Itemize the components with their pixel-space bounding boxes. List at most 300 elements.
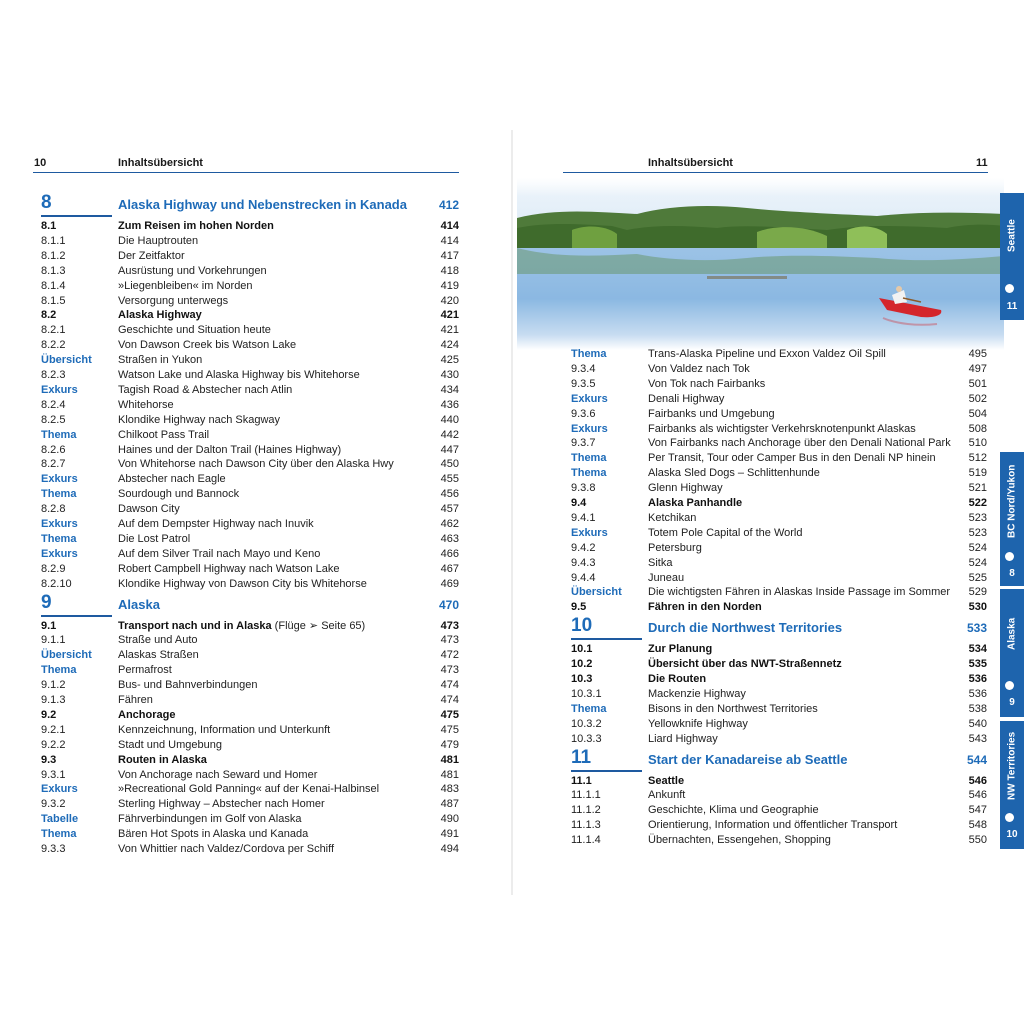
entry-title-text: Straßen in Yukon [118,354,203,367]
entry-title [118,457,394,472]
entry-title [118,693,153,708]
toc-entry[interactable] [41,648,459,663]
entry-title [648,362,750,377]
entry-number: Übersicht [571,586,622,599]
entry-title [118,279,253,294]
entry-title-text: Robert Campbell Highway nach Watson Lake [118,562,340,575]
chapter-rule [571,638,642,640]
entry-page-number: 418 [440,264,459,277]
entry-page-number: 487 [440,798,459,811]
entry-page-number: 414 [440,234,459,247]
entry-page-number: 436 [440,398,459,411]
entry-title-text: Zum Reisen im hohen Norden [118,220,274,232]
entry-title-text: Alaska Sled Dogs – Schlittenhunde [648,467,820,480]
toc-entry[interactable] [571,717,987,732]
toc-entry[interactable] [571,481,987,496]
entry-number: Übersicht [41,649,92,662]
tab-number: 8 [1009,568,1015,579]
entry-number: 9.3.3 [41,843,66,855]
entry-title [648,407,775,422]
chapter-rule [571,770,642,772]
entry-title-text: Denali Highway [648,392,725,405]
entry-title [118,338,296,353]
entry-title-text: Klondike Highway nach Skagway [118,413,281,426]
entry-title [118,562,340,577]
entry-number: 9.1.2 [41,679,66,692]
entry-title [118,577,367,592]
header-rule [563,172,988,173]
thumb-tab-seattle[interactable] [1000,193,1024,320]
entry-title-text: Von Valdez nach Tok [648,362,750,375]
entry-title [648,436,951,451]
toc-entry[interactable] [571,702,987,717]
entry-title [648,466,820,481]
entry-page-number: 450 [440,458,459,471]
entry-number: Thema [41,664,77,677]
entry-number: 9.4 [571,497,587,509]
entry-number: 9.3.7 [571,437,596,450]
entry-title-text: Von Fairbanks nach Anchorage über den Denali National Park [648,437,951,450]
entry-title [648,585,950,600]
entry-page-number: 412 [438,198,459,212]
toc-entry[interactable] [41,842,459,857]
entry-page-number: 538 [968,702,987,715]
entry-number: 8.2.8 [41,503,66,516]
entry-title-text: Orientierung, Information und öffentlicher Transport [648,819,898,832]
entry-page-number: 497 [968,362,987,375]
toc-entry[interactable] [41,383,459,398]
entry-title-text: Start der Kanadareise ab Seattle [648,751,848,767]
entry-title-text: Alaska Panhandle [648,497,743,509]
toc-entry[interactable] [41,577,459,592]
toc-entry[interactable] [571,466,987,481]
entry-page-number: 510 [968,437,987,450]
entry-title [648,774,684,789]
entry-page-number: 424 [440,339,459,352]
toc-entry[interactable] [41,279,459,294]
entry-number: Exkurs [41,473,78,486]
toc-entry[interactable] [41,753,459,768]
entry-title [118,398,174,413]
entry-page-number: 474 [440,694,459,706]
toc-entry[interactable] [571,642,987,657]
entry-page-number: 414 [440,220,459,232]
entry-number: 8.1.4 [41,279,66,292]
entry-number: 8.2 [41,309,57,322]
entry-page-number: 483 [440,783,459,796]
toc-entry[interactable] [571,392,987,407]
toc-entry[interactable] [41,264,459,279]
entry-page-number: 462 [440,518,459,530]
tab-label: Alaska [1006,617,1018,651]
entry-page-number: 442 [440,428,459,441]
entry-number: Exkurs [571,526,608,539]
toc-entry[interactable] [571,526,987,541]
toc-entry[interactable] [41,413,459,428]
entry-title-text: Permafrost [118,664,172,677]
tab-number: 9 [1009,697,1015,708]
entry-title-text: Zur Planung [648,643,713,656]
entry-number: 9.3.4 [571,362,596,375]
entry-title-text: Übernachten, Essengehen, Shopping [648,834,831,847]
entry-title [648,833,831,848]
chapter-number: 8 [41,192,52,213]
entry-title [118,249,185,264]
toc-entry[interactable] [41,338,459,353]
entry-title-text: Bären Hot Spots in Alaska und Kanada [118,828,309,841]
entry-title [118,723,330,738]
tab-number: 11 [1006,301,1018,312]
entry-page-number: 501 [968,377,987,390]
entry-number: Thema [41,488,77,501]
tab-dot-icon [1005,681,1014,690]
thumb-tab-bc-nord-yukon[interactable] [1000,452,1024,586]
entry-title [118,663,172,678]
toc-entry[interactable] [571,600,987,615]
chapter-number: 9 [41,591,52,613]
entry-title-text: Fairbanks als wichtigster Verkehrsknotenpunkt Alaskas [648,422,916,435]
entry-title-text: Geschichte und Situation heute [118,324,271,337]
entry-title-text: Sourdough und Bannock [118,488,240,501]
entry-title-text: Watson Lake und Alaska Highway bis Whitehorse [118,369,360,381]
entry-page-number: 440 [440,413,459,426]
toc-entry[interactable] [41,782,459,797]
toc-entry[interactable] [41,812,459,827]
tab-label: Seattle [1006,219,1018,253]
entry-title-text: Dawson City [118,503,180,516]
entry-number: 11.1.1 [571,789,601,802]
toc-entry[interactable] [571,422,987,437]
entry-title-text: Glenn Highway [648,482,723,495]
toc-entry[interactable] [571,672,987,687]
entry-page-number: 504 [968,407,987,420]
entry-page-number: 474 [440,679,459,692]
toc-entry[interactable] [571,496,987,511]
toc-entry[interactable] [41,663,459,678]
toc-entry[interactable] [571,818,987,833]
entry-number: Exkurs [571,422,608,435]
toc-entry[interactable] [571,687,987,702]
entry-title-text: Auf dem Dempster Highway nach Inuvik [118,518,314,530]
toc-entry[interactable] [41,487,459,502]
entry-title [118,782,379,797]
entry-page-number: 490 [440,813,459,826]
entry-title-text: Kennzeichnung, Information und Unterkunft [118,723,331,736]
entry-title [648,717,748,732]
chapter-title [648,751,847,769]
entry-number: 11.1.3 [571,819,601,832]
toc-entry[interactable] [41,797,459,812]
toc-entry[interactable] [41,234,459,249]
entry-title-text: Geschichte, Klima und Geographie [648,804,819,817]
entry-page-number: 473 [440,619,459,632]
entry-title [118,487,239,502]
entry-page-number: 434 [440,383,459,396]
entry-page-number: 457 [440,503,459,516]
toc-entry[interactable] [41,219,459,234]
entry-title-text: Straße und Auto [118,634,198,647]
toc-entry[interactable] [41,353,459,368]
tab-number: 10 [1006,829,1018,840]
entry-page-number: 481 [440,768,459,781]
entry-number: Thema [41,828,77,841]
toc-entry[interactable] [571,732,987,747]
tab-label: NW Territories [1006,731,1018,801]
entry-title [648,347,886,362]
entry-number: 8.2.10 [41,577,72,590]
entry-page-number: 550 [968,834,987,847]
entry-title-text: »Recreational Gold Panning« auf der Kenai-Halbinsel [118,783,380,796]
entry-page-number: 421 [440,324,459,337]
entry-title [648,600,762,615]
toc-entry[interactable] [571,451,987,466]
entry-title-text: Ausrüstung und Vorkehrungen [118,264,267,277]
entry-number: 8.1.5 [41,294,66,307]
entry-number: 8.2.3 [41,369,66,381]
entry-page-number: 530 [968,601,987,614]
toc-entry[interactable] [571,803,987,818]
toc-entry[interactable] [41,708,459,723]
toc-entry[interactable] [41,472,459,487]
chapter-heading[interactable] [41,591,459,619]
toc-entry[interactable] [571,585,987,600]
toc-entry[interactable] [41,619,459,634]
toc-entry[interactable] [41,532,459,547]
page-number: 10 [34,157,47,169]
entry-title [118,413,280,428]
entry-title [118,294,228,309]
entry-number: 9.3.2 [41,798,66,811]
entry-number: 9.3 [41,753,57,766]
toc-entry[interactable] [41,249,459,264]
toc-entry[interactable] [571,833,987,848]
entry-page-number: 512 [968,452,987,465]
entry-title [118,472,226,487]
entry-page-number: 547 [968,804,987,817]
thumb-tab-alaska[interactable] [1000,589,1024,717]
entry-title-text: Von Anchorage nach Seward und Homer [118,768,318,781]
entry-page-number: 533 [966,621,987,636]
entry-page-number: 491 [440,828,459,841]
entry-page-number: 536 [968,687,987,700]
entry-page-number: 472 [440,649,459,662]
entry-title [648,556,672,571]
entry-title [648,732,718,747]
chapter-number: 10 [571,615,593,637]
entry-title-text: Liard Highway [648,732,718,745]
entry-title [118,323,271,338]
entry-page-number: 535 [968,658,987,671]
entry-title-text: Anchorage [118,708,176,721]
toc-entry[interactable] [41,678,459,693]
toc-entry[interactable] [41,323,459,338]
entry-page-number: 524 [968,556,987,569]
entry-title-text: Petersburg [648,541,702,554]
entry-title-text: Auf dem Silver Trail nach Mayo und Keno [118,547,321,560]
entry-number: 8.1.1 [41,234,66,247]
toc-entry[interactable] [41,502,459,517]
entry-title [648,702,818,717]
entry-title-text: Bisons in den Northwest Territories [648,702,818,715]
entry-title [118,443,341,458]
entry-title [648,526,802,541]
entry-title-text: »Liegenbleiben« im Norden [118,279,253,292]
entry-title [118,234,198,249]
entry-page-number: 546 [968,774,987,787]
entry-number: Thema [571,467,607,480]
entry-page-number: 467 [440,562,459,575]
entry-title-text: Die wichtigsten Fähren in Alaskas Inside Passage im Sommer [648,586,951,599]
toc-entry[interactable] [571,788,987,803]
thumb-tab-nw-territories[interactable] [1000,721,1024,849]
toc-entry[interactable] [571,571,987,586]
toc-entry[interactable] [571,556,987,571]
entry-number: 10.2 [571,658,593,671]
entry-page-number: 494 [440,843,459,855]
entry-page-number: 473 [440,664,459,677]
entry-title [118,633,198,648]
entry-title [648,481,723,496]
entry-page-number: 523 [968,511,987,524]
entry-number: 11.1.4 [571,834,601,847]
entry-number: 8.1 [41,220,57,232]
page-number: 11 [976,157,988,169]
entry-number: 9.2.2 [41,738,66,751]
toc-entry[interactable] [571,511,987,526]
entry-title [118,738,222,753]
entry-page-number: 479 [440,738,459,751]
entry-page-number: 543 [968,732,987,745]
entry-page-number: 430 [440,369,459,381]
entry-title-text: Ketchikan [648,511,697,524]
entry-title [648,571,684,586]
entry-number: Tabelle [41,813,79,826]
entry-number: Thema [41,428,77,441]
toc-entry[interactable] [41,457,459,472]
toc-entry[interactable] [571,362,987,377]
chapter-heading[interactable] [571,746,987,774]
header-title: Inhaltsübersicht [648,157,733,169]
entry-title-text: Trans-Alaska Pipeline und Exxon Valdez Oil Spill [648,348,886,360]
entry-title [648,541,702,556]
entry-title [118,517,314,532]
toc-entry[interactable] [41,723,459,738]
entry-page-number: 420 [440,294,459,307]
entry-number: 11.1.2 [571,804,601,817]
chapter-title [118,596,160,614]
entry-title [118,353,202,368]
toc-entry[interactable] [41,443,459,458]
entry-title-text: Durch die Northwest Territories [648,620,843,636]
entry-title-text: Bus- und Bahnverbindungen [118,679,258,692]
entry-number: 10.3.1 [571,687,602,700]
entry-page-number: 525 [968,571,987,584]
entry-title [118,708,175,723]
entry-number: 8.1.3 [41,264,66,277]
entry-title-text: Die Routen [648,673,707,685]
entry-title-text: Übersicht über das NWT-Straßennetz [648,658,842,671]
entry-number: 9.1.1 [41,634,66,647]
toc-entry[interactable] [41,827,459,842]
entry-title [118,264,267,279]
entry-number: Übersicht [41,354,92,367]
entry-page-number: 425 [440,354,459,367]
toc-entry[interactable] [41,693,459,708]
entry-title-text: Chilkoot Pass Trail [118,428,210,441]
entry-number: 8.2.7 [41,458,66,471]
entry-subnote: (Flüge ➢ Seite 65) [271,619,366,632]
entry-number: 9.3.8 [571,482,596,495]
entry-page-number: 419 [440,279,459,292]
toc-entry[interactable] [41,547,459,562]
entry-number: 9.4.4 [571,571,596,584]
entry-number: 10.3.2 [571,717,602,730]
toc-entry[interactable] [571,377,987,392]
toc-entry[interactable] [571,541,987,556]
chapter-heading[interactable] [571,615,987,642]
entry-title-text: Tagish Road & Abstecher nach Atlin [118,383,293,396]
entry-page-number: 473 [440,634,459,647]
entry-number: Exkurs [571,392,608,405]
toc-entry[interactable] [571,347,987,362]
entry-page-number: 522 [968,497,987,509]
entry-number: 9.1.3 [41,694,66,706]
toc-entry[interactable] [41,738,459,753]
toc-entry[interactable] [41,368,459,383]
entry-title [118,842,334,857]
toc-entry[interactable] [571,407,987,422]
entry-title-text: Alaska Highway [118,309,202,322]
tab-dot-icon [1005,813,1014,822]
entry-page-number: 523 [968,526,987,539]
entry-title [648,422,916,437]
toc-entry[interactable] [41,294,459,309]
entry-title-text: Mackenzie Highway [648,687,746,700]
entry-title-text: Klondike Highway von Dawson City bis Whitehorse [118,577,367,590]
entry-number: 9.1 [41,619,57,632]
toc-entry[interactable] [41,633,459,648]
toc-entry[interactable] [41,562,459,577]
toc-entry[interactable] [41,398,459,413]
toc-entry[interactable] [571,657,987,672]
entry-title [118,532,190,547]
entry-page-number: 548 [968,819,987,832]
chapter-number: 11 [571,746,592,768]
entry-title-text: Whitehorse [118,398,174,411]
entry-page-number: 469 [440,577,459,590]
chapter-heading[interactable] [41,192,459,219]
toc-entry[interactable] [41,768,459,783]
entry-number: 9.4.2 [571,541,596,554]
toc-entry[interactable] [41,517,459,532]
toc-entry[interactable] [41,428,459,443]
entry-number: 8.2.5 [41,413,66,426]
toc-entry[interactable] [41,308,459,323]
toc-entry[interactable] [571,774,987,789]
entry-page-number: 540 [968,717,987,730]
toc-entry[interactable] [571,436,987,451]
entry-page-number: 524 [968,541,987,554]
entry-number: 9.5 [571,601,587,614]
entry-title-text: Der Zeitfaktor [118,249,185,262]
entry-page-number: 544 [966,752,987,767]
entry-title-text: Abstecher nach Eagle [118,473,226,486]
entry-page-number: 519 [968,467,987,480]
entry-page-number: 466 [440,547,459,560]
entry-title [118,768,317,783]
entry-number: 10.1 [571,643,593,656]
chapter-rule [41,215,112,217]
